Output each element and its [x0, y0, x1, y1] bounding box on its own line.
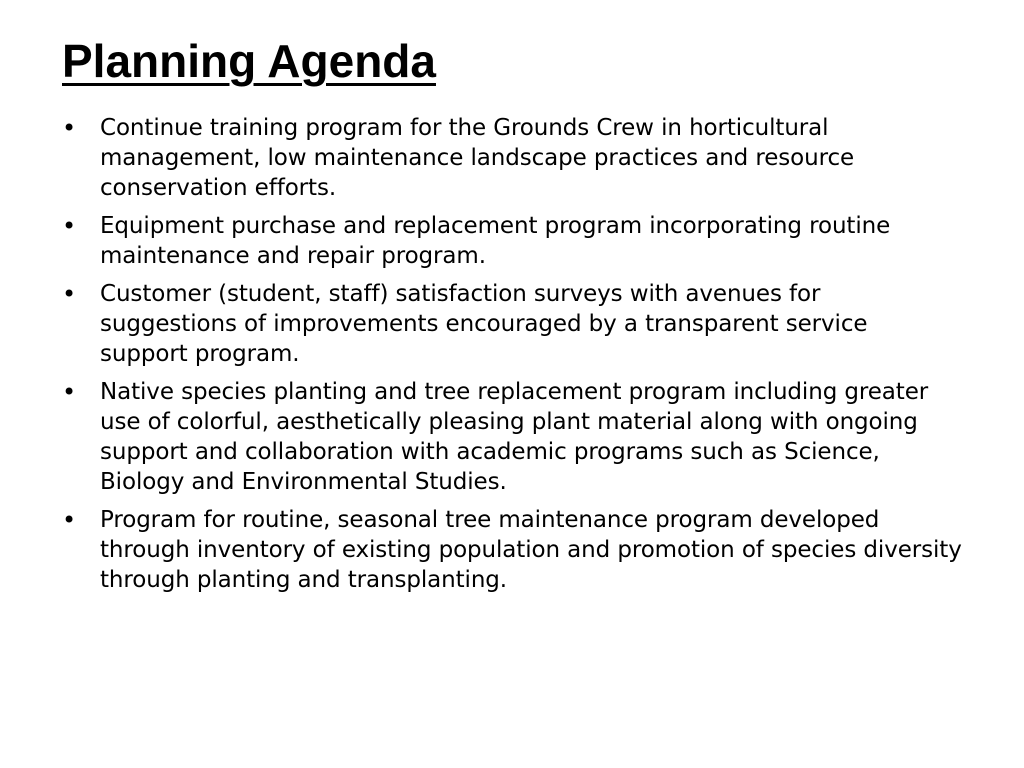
list-item	[62, 279, 962, 369]
list-item	[62, 377, 962, 497]
bullet-icon: •	[62, 212, 77, 240]
bullet-text: Continue training program for the Grounds Crew in horticultural management, low maintenance landscape practices and resource conservation efforts.	[100, 115, 855, 201]
list-item	[62, 505, 962, 595]
bullet-text: Native species planting and tree replacement program including greater use of colorful, aesthetically pleasing plant material along with ongoing support and collaboration with academic programs such as Science, Biology and Environmental Studies.	[100, 379, 929, 495]
bullet-list	[62, 113, 962, 603]
bullet-icon: •	[62, 506, 77, 534]
bullet-icon: •	[62, 378, 77, 406]
bullet-icon: •	[62, 280, 77, 308]
bullet-text: Customer (student, staff) satisfaction surveys with avenues for suggestions of improvements encouraged by a transparent service support program.	[100, 281, 868, 367]
bullet-icon: •	[62, 114, 77, 142]
bullet-text: Program for routine, seasonal tree maintenance program developed through inventory of existing population and promotion of species diversity through planting and transplanting.	[100, 507, 962, 593]
bullet-text: Equipment purchase and replacement program incorporating routine maintenance and repair program.	[100, 213, 891, 269]
list-item	[62, 211, 962, 271]
slide-title: Planning Agenda	[62, 35, 436, 87]
list-item	[62, 113, 962, 203]
